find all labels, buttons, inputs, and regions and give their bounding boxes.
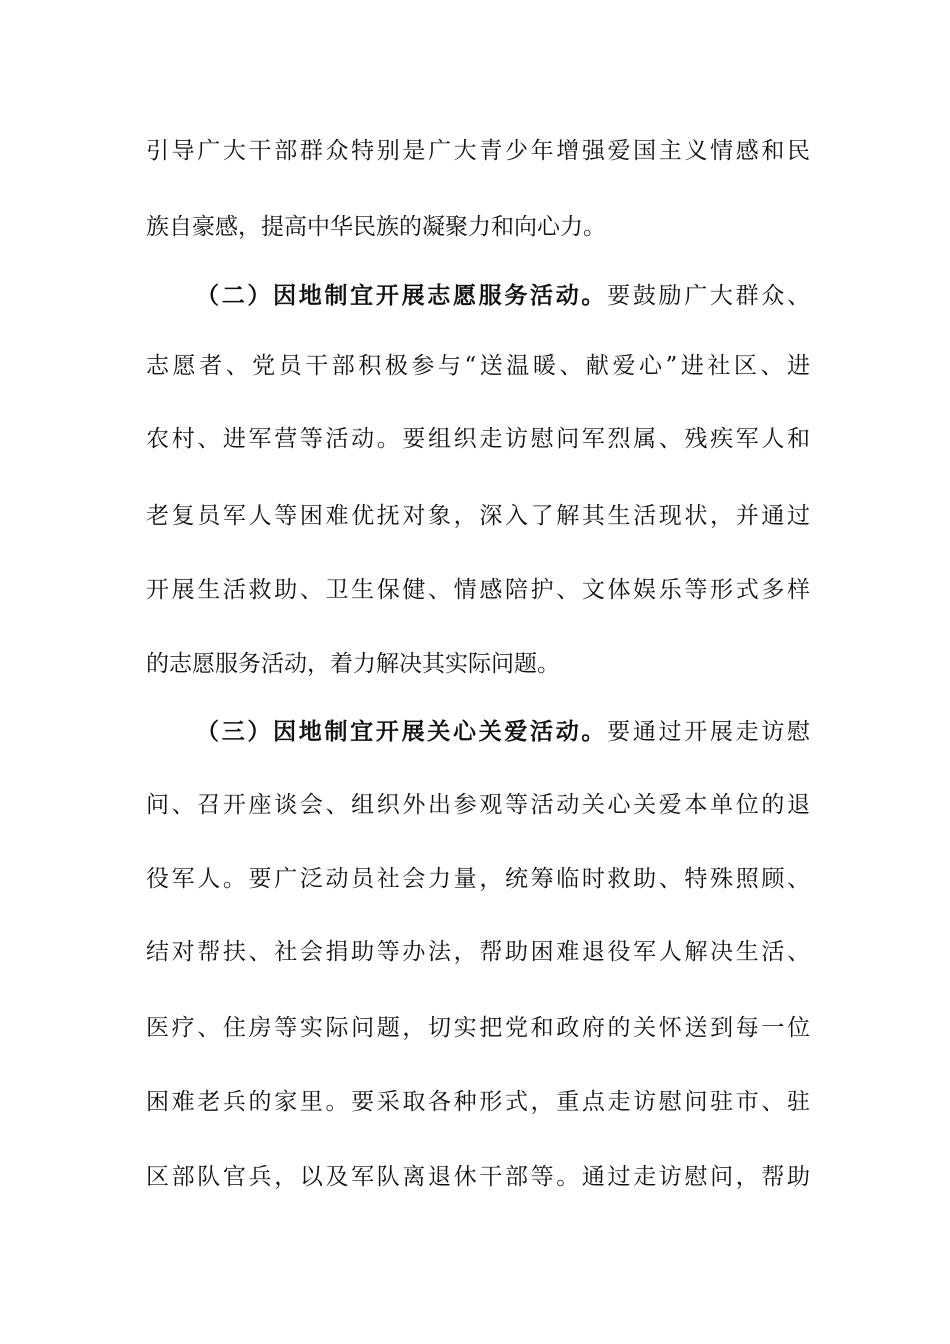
text-line: 区部队官兵，以及军队离退休干部等。通过走访慰问，帮助 bbox=[146, 1164, 810, 1190]
text-line: 族自豪感，提高中华民族的凝聚力和向心力。 bbox=[146, 214, 606, 240]
paragraph-heading-line bbox=[196, 712, 810, 752]
text-line: 志愿者、党员干部积极参与“送温暖、献爱心”进社区、进 bbox=[146, 353, 810, 379]
text-line: 役军人。要广泛动员社会力量，统筹临时救助、特殊照顾、 bbox=[146, 866, 810, 892]
paragraph-heading-line bbox=[196, 276, 810, 316]
text-line: 农村、进军营等活动。要组织走访慰问军烈属、残疾军人和 bbox=[146, 426, 810, 452]
section-heading: （二）因地制宜开展志愿服务活动。 bbox=[196, 283, 608, 309]
section-heading: （三）因地制宜开展关心关爱活动。 bbox=[196, 719, 608, 745]
text-span: 要鼓励广大群众、 bbox=[607, 283, 810, 309]
text-line: 结对帮扶、社会捐助等办法，帮助困难退役军人解决生活、 bbox=[146, 939, 810, 965]
text-line: 问、召开座谈会、组织外出参观等活动关心关爱本单位的退 bbox=[146, 792, 810, 818]
text-line: 开展生活救助、卫生保健、情感陪护、文体娱乐等形式多样 bbox=[146, 577, 810, 603]
text-line: 困难老兵的家里。要采取各种形式，重点走访慰问驻市、驻 bbox=[146, 1089, 810, 1115]
text-line: 引导广大干部群众特别是广大青少年增强爱国主义情感和民 bbox=[146, 138, 810, 164]
text-line: 医疗、住房等实际问题，切实把党和政府的关怀送到每一位 bbox=[146, 1015, 810, 1041]
text-line: 老复员军人等困难优抚对象，深入了解其生活现状，并通过 bbox=[146, 503, 810, 529]
text-span: 要通过开展走访慰 bbox=[607, 719, 810, 745]
text-line: 的志愿服务活动，着力解决其实际问题。 bbox=[146, 651, 560, 677]
